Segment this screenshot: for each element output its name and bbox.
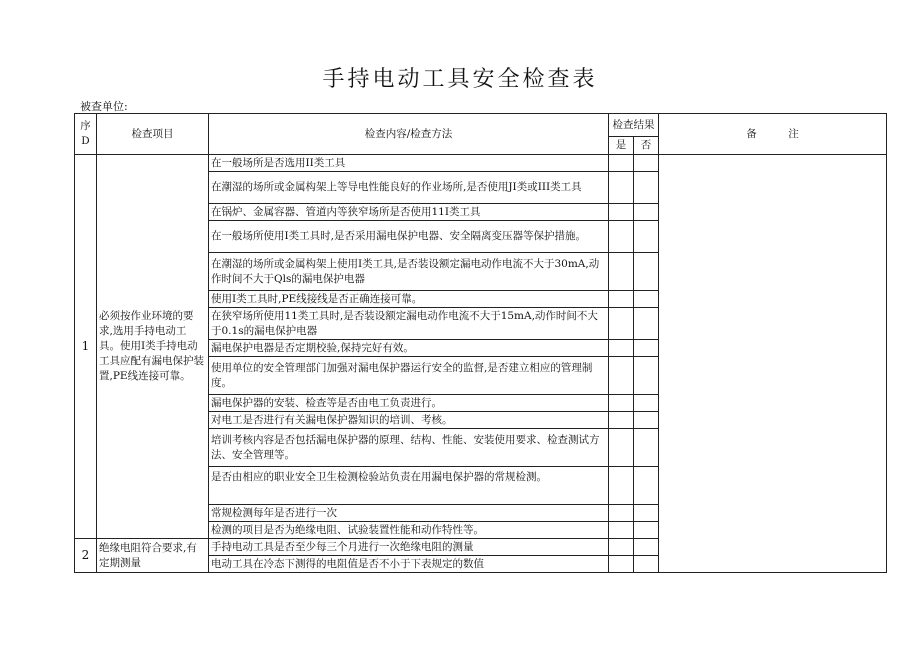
result-no-cell[interactable] (634, 172, 659, 204)
result-no-cell[interactable] (634, 539, 659, 556)
result-yes-cell[interactable] (609, 539, 634, 556)
check-row: 漏电保护电器是否定期校验,保持完好有效。 (209, 340, 609, 357)
result-no-cell[interactable] (634, 395, 659, 412)
result-no-cell[interactable] (634, 155, 659, 172)
check-row: 常规检测每年是否进行一次 (209, 505, 609, 522)
result-yes-cell[interactable] (609, 357, 634, 395)
result-no-cell[interactable] (634, 467, 659, 505)
header-content: 检查内容/检查方法 (209, 114, 609, 155)
check-row: 电动工具在冷态下测得的电阻值是否不小于下表规定的数值 (209, 556, 609, 573)
result-no-cell[interactable] (634, 357, 659, 395)
header-yes: 是 (609, 137, 634, 155)
result-no-cell[interactable] (634, 556, 659, 573)
header-seq: 序 D (75, 114, 97, 155)
check-row: 在锅炉、金属容器、管道内等狭窄场所是否使用11I类工具 (209, 204, 609, 221)
check-row: 使用I类工具时,PE线接线是否正确连接可靠。 (209, 291, 609, 308)
check-row: 在潮湿的场所或金属构架上等导电性能良好的作业场所,是否使用JI类或III类工具 (209, 172, 609, 204)
header-no: 否 (634, 137, 659, 155)
result-yes-cell[interactable] (609, 505, 634, 522)
result-no-cell[interactable] (634, 308, 659, 340)
check-row: 使用单位的安全管理部门加强对漏电保护器运行安全的监督,是否建立相应的管理制度。 (209, 357, 609, 395)
result-yes-cell[interactable] (609, 522, 634, 539)
check-row: 是否由相应的职业安全卫生检测检验站负责在用漏电保护器的常规检测。 (209, 467, 609, 505)
check-row: 在一般场所是否选用II类工具 (209, 155, 609, 172)
result-no-cell[interactable] (634, 522, 659, 539)
result-yes-cell[interactable] (609, 155, 634, 172)
header-item: 检查项目 (97, 114, 209, 155)
result-yes-cell[interactable] (609, 556, 634, 573)
inspected-unit-label: 被查单位: (80, 100, 128, 113)
result-yes-cell[interactable] (609, 340, 634, 357)
result-yes-cell[interactable] (609, 221, 634, 253)
result-yes-cell[interactable] (609, 467, 634, 505)
check-row: 检测的项目是否为绝缘电阻、试验装置性能和动作特性等。 (209, 522, 609, 539)
result-yes-cell[interactable] (609, 412, 634, 429)
check-row: 对电工是否进行有关漏电保护器知识的培训、考核。 (209, 412, 609, 429)
check-row: 在一般场所使用I类工具时,是否采用漏电保护电器、安全隔离变压器等保护措施。 (209, 221, 609, 253)
result-yes-cell[interactable] (609, 308, 634, 340)
result-yes-cell[interactable] (609, 291, 634, 308)
result-yes-cell[interactable] (609, 172, 634, 204)
result-no-cell[interactable] (634, 221, 659, 253)
result-no-cell[interactable] (634, 429, 659, 467)
result-no-cell[interactable] (634, 253, 659, 291)
result-no-cell[interactable] (634, 204, 659, 221)
section-1-number: 1 (75, 155, 97, 539)
result-yes-cell[interactable] (609, 395, 634, 412)
remark-cell[interactable] (659, 155, 887, 573)
check-row: 在潮湿的场所或金属构架上使用I类工具,是否装设额定漏电动作电流不大于30mA,动作时间不大于Qls的漏电保护电器 (209, 253, 609, 291)
header-remark: 备 注 (659, 114, 887, 155)
check-row: 漏电保护器的安装、检查等是否由电工负责进行。 (209, 395, 609, 412)
result-yes-cell[interactable] (609, 429, 634, 467)
header-result: 检查结果 (609, 114, 659, 137)
section-1-item: 必须按作业环境的要求,选用手持电动工具。使用I类手持电动工具应配有漏电保护装置,PE线连接可靠。 (97, 155, 209, 539)
result-no-cell[interactable] (634, 412, 659, 429)
result-yes-cell[interactable] (609, 253, 634, 291)
section-2-number: 2 (75, 539, 97, 573)
check-row: 手持电动工具是否至少每三个月进行一次绝缘电阻的测量 (209, 539, 609, 556)
inspection-table (74, 113, 887, 573)
result-no-cell[interactable] (634, 505, 659, 522)
result-no-cell[interactable] (634, 340, 659, 357)
section-2-item: 绝缘电阻符合要求,有定期测量 (97, 539, 209, 573)
result-yes-cell[interactable] (609, 204, 634, 221)
check-row: 在狭窄场所使用11类工具时,是否装设额定漏电动作电流不大于15mA,动作时间不大于0.1s的漏电保护电器 (209, 308, 609, 340)
result-no-cell[interactable] (634, 291, 659, 308)
check-row: 培训考核内容是否包括漏电保护器的原理、结构、性能、安装使用要求、检查测试方法、安全管理等。 (209, 429, 609, 467)
page-title: 手持电动工具安全检查表 (322, 67, 598, 92)
